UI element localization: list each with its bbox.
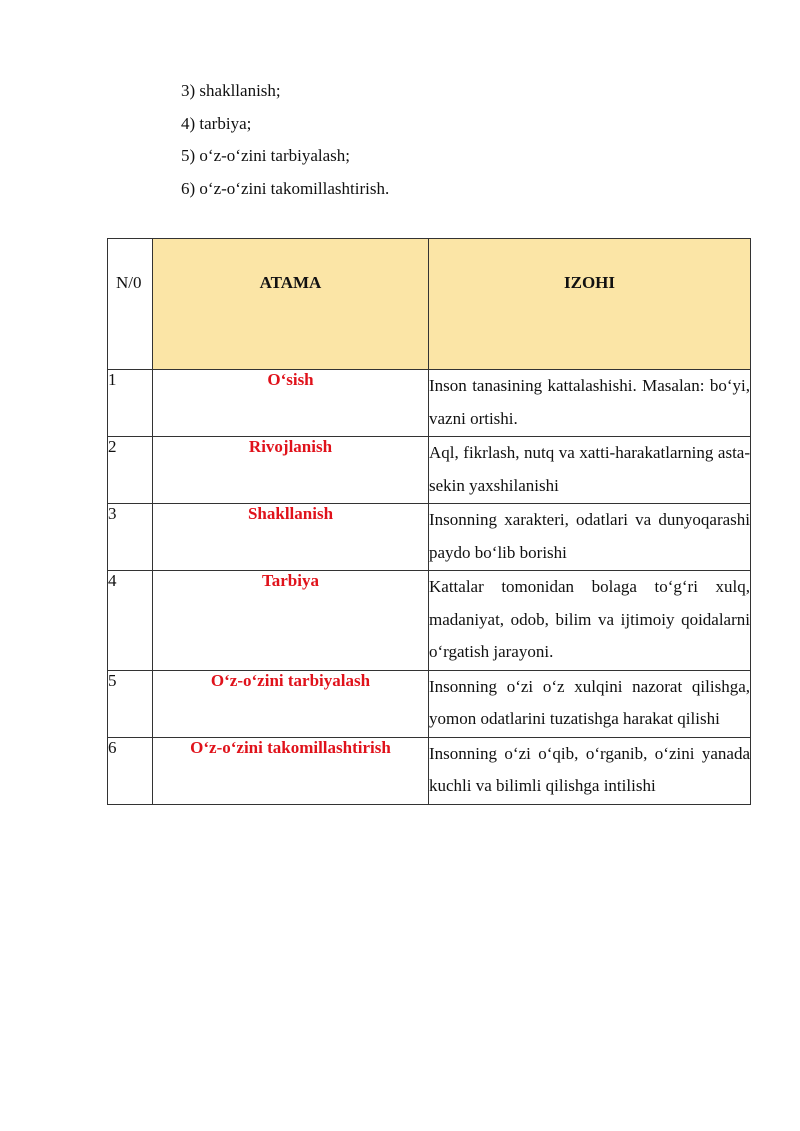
row-term: Rivojlanish: [153, 437, 429, 504]
row-number: 4: [108, 571, 153, 671]
header-description: IZOHI: [429, 239, 751, 370]
row-description: [429, 670, 751, 737]
row-term: O‘sish: [153, 370, 429, 437]
row-description-text: Kattalar tomonidan bolaga to‘g‘ri xulq, madaniyat, odob, bilim va ijtimoiy qoidalarni o‘rgatish jarayoni.: [429, 577, 750, 661]
row-description-text: Insonning xarakteri, odatlari va dunyoqarashi paydo bo‘lib borishi: [429, 510, 750, 562]
row-number: 6: [108, 737, 153, 804]
row-term: Tarbiya: [153, 571, 429, 671]
row-number: 2: [108, 437, 153, 504]
terms-table: [107, 238, 751, 805]
row-description: [429, 571, 751, 671]
list-item: 6) o‘z-o‘zini takomillashtirish.: [181, 178, 390, 198]
row-number: 1: [108, 370, 153, 437]
header-term: ATAMA: [153, 239, 429, 370]
table-row: [108, 437, 751, 504]
row-number: 3: [108, 504, 153, 571]
row-description-text: Inson tanasining kattalashishi. Masalan: bo‘yi, vazni ortishi.: [429, 376, 750, 428]
table-row: [108, 670, 751, 737]
row-description-text: Insonning o‘zi o‘z xulqini nazorat qilishga, yomon odatlarini tuzatishga harakat qilishi: [429, 676, 750, 728]
row-term: O‘z-o‘zini tarbiyalash: [153, 670, 429, 737]
header-number: N/0: [108, 239, 153, 370]
list-item: 3) shakllanish;: [181, 81, 281, 100]
row-description: [429, 737, 751, 804]
row-description: [429, 370, 751, 437]
table-row: [108, 737, 751, 804]
list-item: 5) o‘z-o‘zini tarbiyalash;: [181, 146, 350, 165]
row-term: O‘z-o‘zini takomillashtirish: [153, 737, 429, 804]
table-header-row: [108, 239, 751, 370]
process-list: [181, 75, 389, 205]
table-row: [108, 370, 751, 437]
table-row: [108, 571, 751, 671]
row-description-text: Aql, fikrlash, nutq va xatti-harakatlarning asta-sekin yaxshilanishi: [429, 443, 750, 495]
row-term: Shakllanish: [153, 504, 429, 571]
row-number: 5: [108, 670, 153, 737]
list-item: 4) tarbiya;: [181, 113, 252, 133]
table-row: [108, 504, 751, 571]
row-description: [429, 437, 751, 504]
row-description: [429, 504, 751, 571]
row-description-text: Insonning o‘zi o‘qib, o‘rganib, o‘zini yanada kuchli va bilimli qilishga intilishi: [429, 743, 750, 795]
